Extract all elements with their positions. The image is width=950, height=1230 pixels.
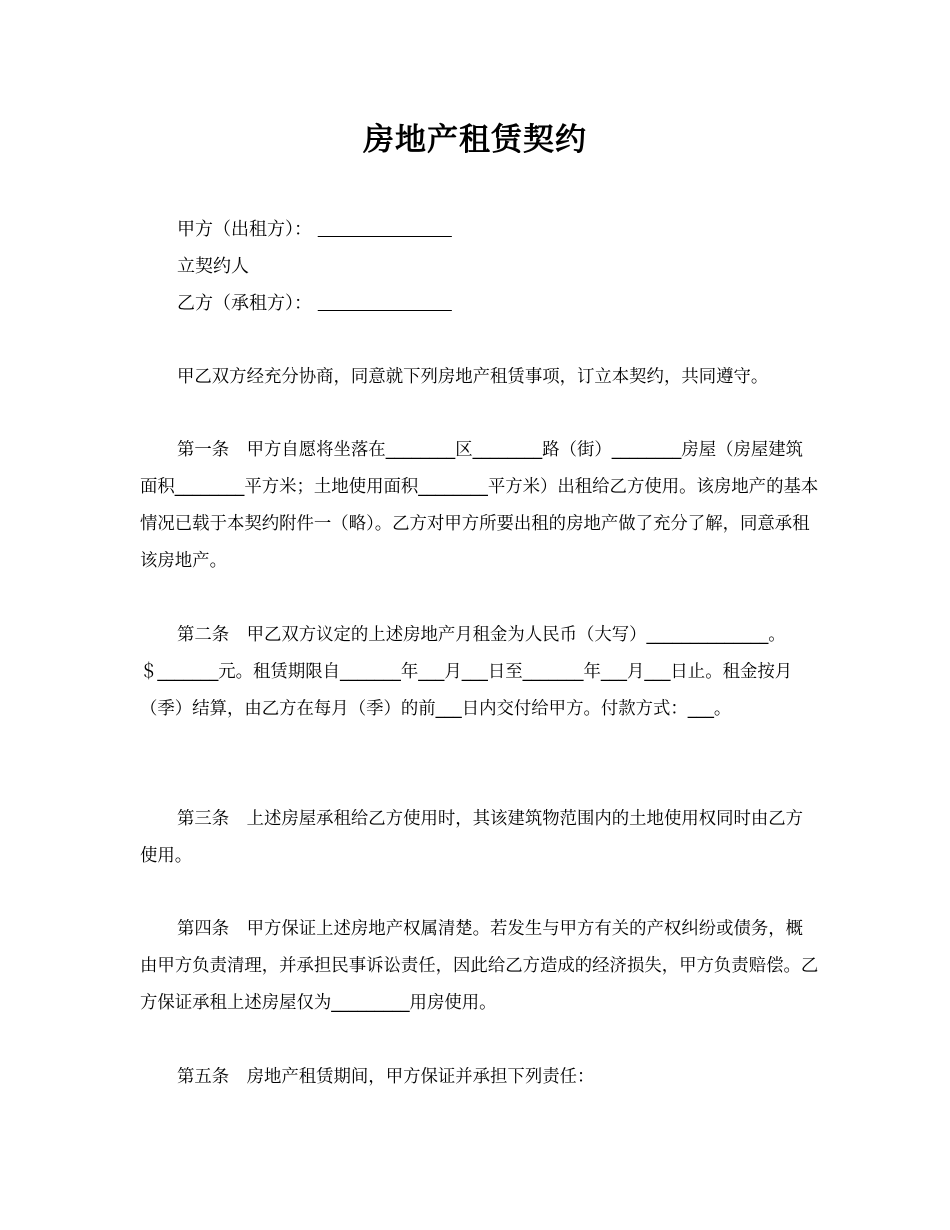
article-4: 第四条 甲方保证上述房地产权属清楚。若发生与甲方有关的产权纠纷或债务，概由甲方负责清理，并承担民事诉讼责任，因此给乙方造成的经济损失，甲方负责赔偿。乙方保证承租上述房屋仅为_________用房使用。: [140, 919, 819, 1013]
party-a-blank: [318, 219, 452, 240]
party-b-blank: [318, 293, 452, 314]
party-a-label: 甲方（出租方）：: [177, 219, 312, 240]
page-title: 房地产租赁契约: [363, 122, 587, 158]
intro-paragraph: 甲乙双方经充分协商，同意就下列房地产租赁事项，订立本契约，共同遵守。: [177, 367, 769, 387]
party-b-label: 乙方（承租方）：: [177, 293, 312, 314]
article-1: 第一条 甲方自愿将坐落在________区________路（街）________房屋（房屋建筑面积________平方米；土地使用面积________平方米）出租给乙方使用。该房地产的基本情况已载于本契约附件一（略）。乙方对甲方所要出租的房地产做了充分了解，同意承租该房地产。: [140, 440, 819, 571]
signatory-label: 立契约人: [177, 256, 249, 277]
article-2: 第二条 甲乙双方议定的上述房地产月租金为人民币（大写）______________。＄_______元。租赁期限自_______年___月___日至_______年___月___日止。租金按月（季）结算，由乙方在每月（季）的前___日内交付给甲方。付款方式：___。: [140, 625, 793, 719]
party-b-line: [177, 285, 857, 322]
article-3: 第三条 上述房屋承租给乙方使用时，其该建筑物范围内的土地使用权同时由乙方使用。: [140, 809, 804, 866]
party-a-line: [177, 211, 857, 248]
article-5: 第五条 房地产租赁期间，甲方保证并承担下列责任：: [177, 1067, 595, 1087]
